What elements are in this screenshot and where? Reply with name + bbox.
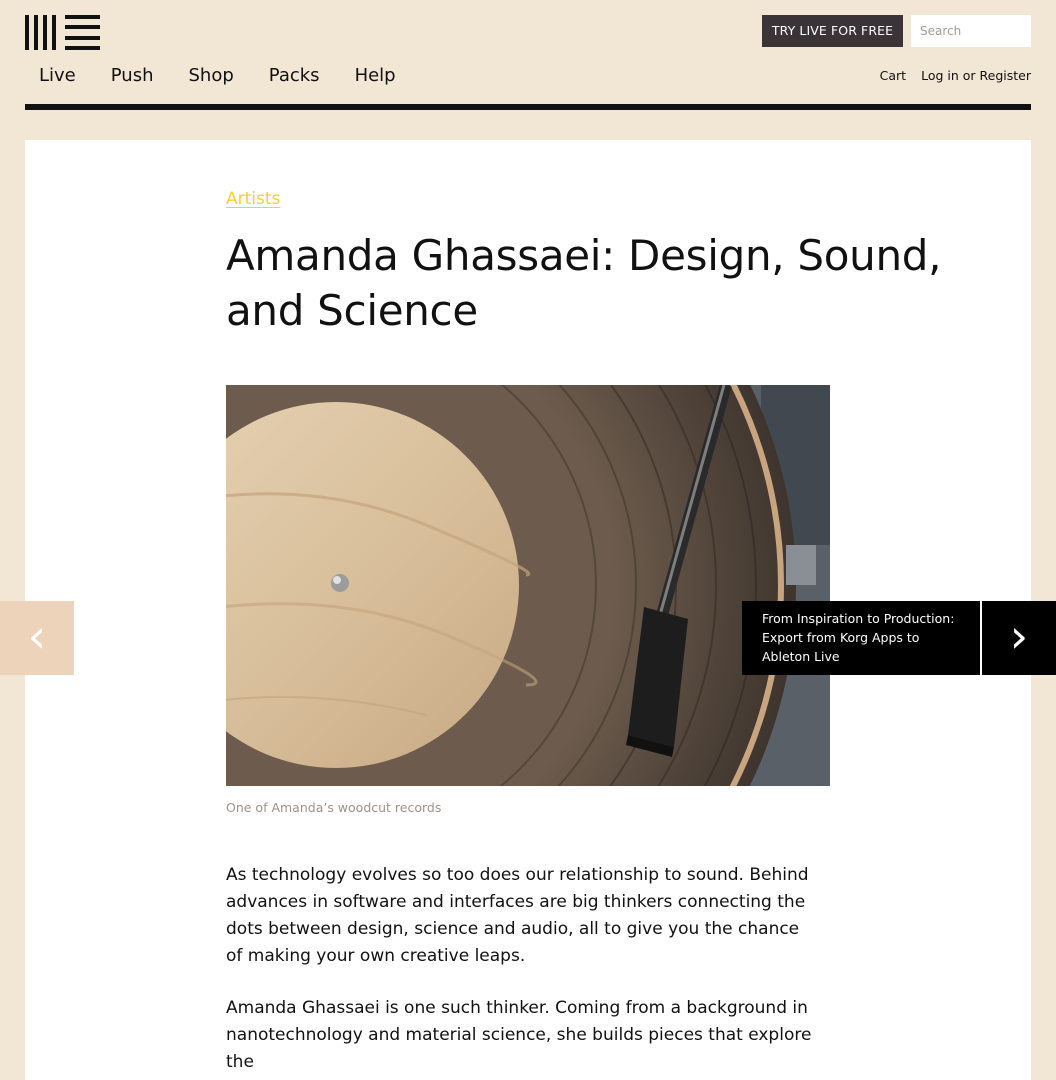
next-article-button[interactable] [982, 601, 1056, 675]
image-caption: One of Amanda’s woodcut records [226, 800, 442, 815]
article-paragraph: Amanda Ghassaei is one such thinker. Coming from a background in nanotechnology and material science, she builds pieces that explore the [226, 998, 812, 1072]
chevron-left-icon: ‹ [27, 609, 47, 663]
woodcut-record-image [226, 385, 830, 786]
chevron-right-icon: › [1009, 609, 1029, 663]
main-nav [39, 64, 431, 88]
try-live-free-button[interactable]: TRY LIVE FOR FREE [762, 15, 903, 47]
search-input[interactable] [911, 15, 1031, 47]
nav-help[interactable]: Help [354, 65, 396, 86]
nav-live[interactable]: Live [39, 65, 76, 86]
article-title: Amanda Ghassaei: Design, Sound, and Science [226, 231, 942, 335]
ableton-logo-icon[interactable] [25, 15, 100, 50]
account-links [880, 67, 1031, 85]
nav-packs[interactable]: Packs [268, 65, 320, 86]
login-register-link[interactable]: Log in or Register [921, 68, 1031, 83]
article-category-link[interactable]: Artists [226, 189, 281, 209]
header-divider [25, 104, 1031, 110]
next-article-link[interactable]: From Inspiration to Production: Export from Korg Apps to Ableton Live [742, 601, 980, 675]
cart-link[interactable]: Cart [879, 68, 907, 83]
article-paragraph: As technology evolves so too does our relationship to sound. Behind advances in software and interfaces are big thinkers connecting the dots between design, science and audio, all to give you the chance of making your own creative leaps. [226, 865, 809, 966]
nav-shop[interactable]: Shop [188, 65, 234, 86]
previous-article-button[interactable] [0, 601, 74, 675]
nav-push[interactable]: Push [110, 65, 154, 86]
